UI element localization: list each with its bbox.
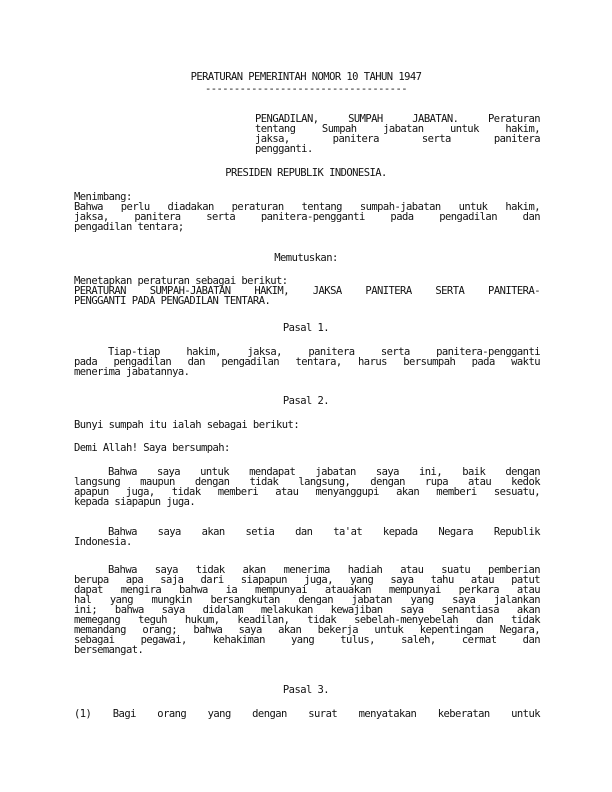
oath-opening: Demi Allah! Saya bersumpah: <box>74 442 230 454</box>
oath-para-3-line: ini; bahwa saya didalam melakukan kewajiban saya senantiasa akan <box>74 604 540 616</box>
oath-para-1-line: langsung maupun dengan tidak langsung, dengan rupa atau kedok <box>74 476 540 488</box>
pasal-1-line: menerima jabatannya. <box>74 366 190 378</box>
oath-para-1-line: Bahwa saya untuk mendapat jabatan saya ini, baik dengan <box>108 466 540 478</box>
pasal-1-line: pada pengadilan dan pengadilan tentara, harus bersumpah pada waktu <box>74 356 540 368</box>
oath-para-1-line: kepada siapapun juga. <box>74 496 196 508</box>
menimbang-heading: Menimbang: <box>74 191 132 203</box>
title-underline: ----------------------------------- <box>204 83 407 95</box>
pasal-3-item-1: (1) Bagi orang yang dengan surat menyatakan keberatan untuk <box>74 708 540 720</box>
menimbang-line: jaksa, panitera serta panitera-pengganti pada pengadilan dan <box>74 211 540 223</box>
oath-para-3-line: berupa apa saja dari siapapun juga, yang saya tahu atau patut <box>74 574 540 586</box>
menetapkan-line: Menetapkan peraturan sebagai berikut: <box>74 275 288 287</box>
menimbang-line: Bahwa perlu diadakan peraturan tentang sumpah-jabatan untuk hakim, <box>74 201 540 213</box>
menimbang-line: pengadilan tentara; <box>74 221 184 233</box>
oath-para-1-line: apapun juga, tidak memberi atau menyanggupi akan memberi sesuatu, <box>74 486 540 498</box>
oath-para-3-line: Bahwa saya tidak akan menerima hadiah atau suatu pemberian <box>108 564 540 576</box>
pasal-3-heading: Pasal 3. <box>282 684 330 696</box>
memutuskan-heading: Memutuskan: <box>274 252 338 264</box>
pasal-1-heading: Pasal 1. <box>282 322 330 334</box>
consideration-line: PENGADILAN, SUMPAH JABATAN. Peraturan <box>255 113 540 125</box>
consideration-line: jaksa, panitera serta panitera <box>255 133 540 145</box>
issuer-heading: PRESIDEN REPUBLIK INDONESIA. <box>225 167 387 179</box>
consideration-line: pengganti. <box>255 143 313 155</box>
document-title: PERATURAN PEMERINTAH NOMOR 10 TAHUN 1947 <box>190 71 422 83</box>
oath-para-3-line: memandang orang; bahwa saya akan bekerja untuk kepentingan Negara, <box>74 624 540 636</box>
pasal-1-line: Tiap-tiap hakim, jaksa, panitera serta panitera-pengganti <box>108 346 540 358</box>
oath-para-2-line: Indonesia. <box>74 536 132 548</box>
menetapkan-line: PERATURAN SUMPAH-JABATAN HAKIM, JAKSA PANITERA SERTA PANITERA- <box>74 285 540 297</box>
oath-para-3-line: memegang teguh hukum, keadilan, tidak sebelah-menyebelah dan tidak <box>74 614 540 626</box>
oath-para-3-line: bersemangat. <box>74 644 144 656</box>
menetapkan-line: PENGGANTI PADA PENGADILAN TENTARA. <box>74 295 271 307</box>
oath-para-3-line: hal yang mungkin bersangkutan dengan jabatan yang saya jalankan <box>74 594 540 606</box>
oath-para-3-line: dapat mengira bahwa ia mempunyai atauakan mempunyai perkara atau <box>74 584 540 596</box>
pasal-2-heading: Pasal 2. <box>282 395 330 407</box>
oath-para-3-line: sebagai pegawai, kehakiman yang tulus, saleh, cermat dan <box>74 634 540 646</box>
consideration-line: tentang Sumpah jabatan untuk hakim, <box>255 123 540 135</box>
oath-para-2-line: Bahwa saya akan setia dan ta'at kepada Negara Republik <box>108 526 540 538</box>
pasal-2-intro: Bunyi sumpah itu ialah sebagai berikut: <box>74 419 300 431</box>
